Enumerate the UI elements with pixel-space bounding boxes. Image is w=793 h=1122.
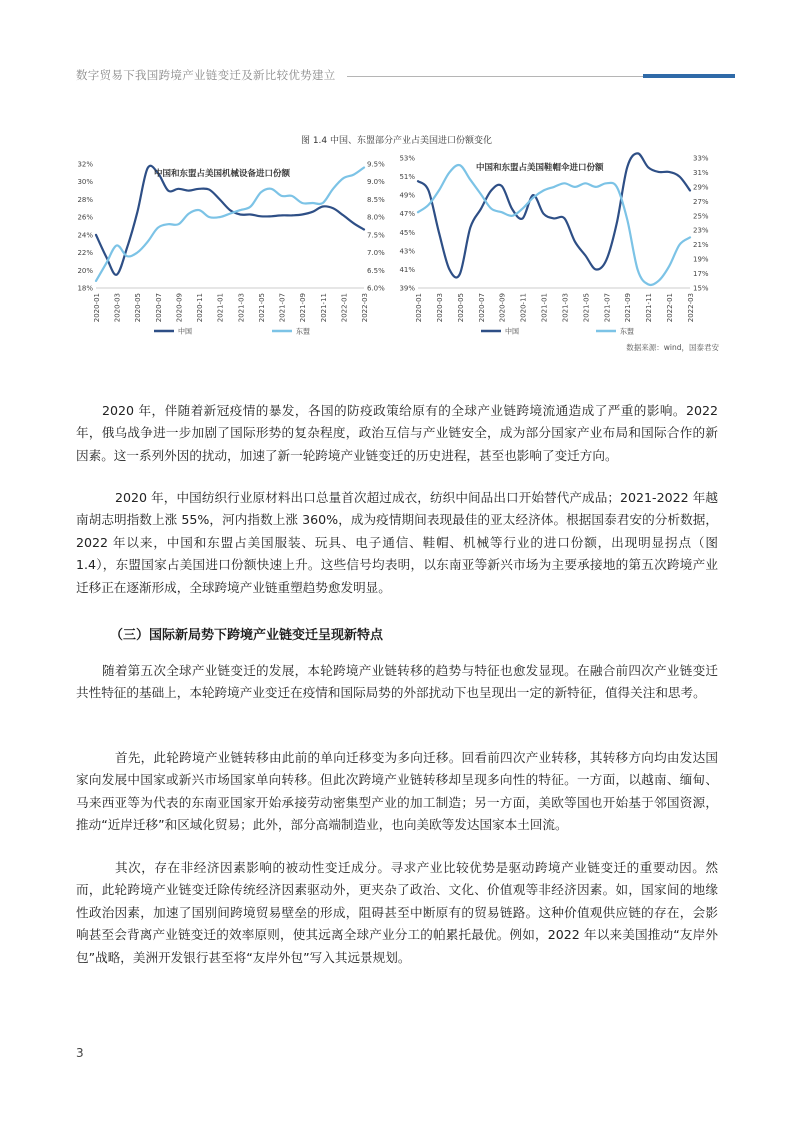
y-right-tick-label: 9.5% [367,160,385,169]
x-tick-label: 2021-01 [216,293,225,323]
machinery-share-chart [74,150,394,345]
section-heading: （三）国际新局势下跨境产业链变迁呈现新特点 [110,628,384,643]
page-number: 3 [76,1046,84,1060]
x-tick-label: 2020-11 [519,293,528,323]
y-right-tick-label: 25% [693,212,709,221]
y-right-tick-label: 23% [693,226,709,235]
x-tick-label: 2020-05 [456,293,465,323]
y-left-tick-label: 51% [399,173,415,182]
figure-source: 数据来源：wind，国泰君安 [626,343,719,352]
y-left-tick-label: 22% [77,249,93,258]
y-left-tick-label: 28% [77,195,93,204]
y-right-tick-label: 8.0% [367,213,385,222]
x-tick-label: 2020-05 [134,293,143,323]
header-title: 数字贸易下我国跨境产业链变迁及新比较优势建立 [76,68,336,82]
y-right-tick-label: 6.0% [367,284,385,293]
paragraph-5: 其次，存在非经济因素影响的被动性变迁成分。寻求产业比较优势是驱动跨境产业链变迁的重要动因。然而，此轮跨境产业链变迁除传统经济因素驱动外，更夹杂了政治、文化、价值观等非经济因素。如，国家间的地缘性政治因素，加速了国别间跨境贸易壁垒的形成，阻碍甚至中断原有的贸易链路。这种价值观供应链的存在，会影响甚至会背离产业链变迁的效率原则，使其远离全球产业分工的帕累托最优。例如，2022 年以来美国推动“友岸外包”战略，美洲开发银行甚至将“友岸外包”写入其远景规划。 [76,860,718,965]
x-tick-label: 2020-07 [477,293,486,323]
legend-label: 中国 [505,327,519,336]
y-right-tick-label: 7.5% [367,231,385,240]
series-line-china [96,166,364,275]
x-tick-label: 2020-03 [435,293,444,323]
paragraph-1: 2020 年，伴随着新冠疫情的暴发，各国的防疫政策给原有的全球产业链跨境流通造成了严重的影响。2022 年，俄乌战争进一步加剧了国际形势的复杂程度，政治互信与产业链安全，成为部分国家产业布局和国际合作的新因素。这一系列外因的扰动，加速了新一轮跨境产业链变迁的历史进程，甚至也影响了变迁方向。 [76,403,718,463]
legend-label: 中国 [178,327,192,336]
paragraph-3: 随着第五次全球产业链变迁的发展，本轮跨境产业链转移的趋势与特征也愈发显现。在融合前四次产业链变迁共性特征的基础上，本轮跨境产业变迁在疫情和国际局势的外部扰动下也呈现出一定的新特征，值得关注和思考。 [76,663,718,701]
series-line-asean [418,165,690,285]
y-left-tick-label: 49% [399,191,415,200]
chart-title: 中国和东盟占美国鞋帽伞进口份额 [476,163,604,173]
y-right-tick-label: 19% [693,255,709,264]
y-left-tick-label: 24% [77,231,93,240]
y-right-tick-label: 21% [693,241,709,250]
legend-label: 东盟 [620,327,634,336]
header-accent-bar [643,74,735,78]
x-tick-label: 2020-11 [196,293,205,323]
x-tick-label: 2020-07 [154,293,163,323]
x-tick-label: 2020-01 [415,293,423,323]
x-tick-label: 2021-01 [540,293,549,323]
y-right-tick-label: 17% [693,270,709,279]
paragraph-4: 首先，此轮跨境产业链转移由此前的单向迁移变为多向迁移。回看前四次产业转移，其转移方向均由发达国家向发展中国家或新兴市场国家单向转移。但此次跨境产业链转移却呈现多向性的特征。一方面，以越南、缅甸、马来西亚等为代表的东南亚国家开始承接劳动密集型产业的加工制造；另一方面，美欧等国也开始基于邻国资源，推动“近岸迁移”和区域化贸易；此外，部分高端制造业，也向美欧等发达国家本土回流。 [76,750,718,833]
y-right-tick-label: 8.5% [367,195,385,204]
x-tick-label: 2020-09 [498,293,507,323]
header-divider [347,76,643,77]
legend-label: 东盟 [296,327,310,336]
x-tick-label: 2022-03 [361,293,369,323]
x-tick-label: 2021-11 [319,293,328,323]
y-right-tick-label: 9.0% [367,178,385,187]
y-left-tick-label: 26% [77,213,93,222]
y-right-tick-label: 6.5% [367,266,385,275]
x-tick-label: 2021-07 [603,293,612,323]
x-tick-label: 2020-01 [93,293,101,323]
x-tick-label: 2020-03 [113,293,122,323]
y-left-tick-label: 20% [77,266,93,275]
x-tick-label: 2021-11 [645,293,654,323]
x-tick-label: 2021-05 [582,293,591,323]
chart-title: 中国和东盟占美国机械设备进口份额 [154,169,291,179]
x-tick-label: 2021-05 [257,293,266,323]
x-tick-label: 2022-01 [666,293,675,323]
x-tick-label: 2022-01 [340,293,349,323]
x-tick-label: 2022-03 [687,293,695,323]
y-right-tick-label: 31% [693,168,709,177]
y-right-tick-label: 27% [693,197,709,206]
x-tick-label: 2021-03 [237,293,246,323]
footwear-share-chart [396,150,721,345]
x-tick-label: 2021-07 [278,293,287,323]
y-left-tick-label: 43% [399,247,415,256]
y-right-tick-label: 7.0% [367,249,385,258]
y-right-tick-label: 15% [693,284,709,293]
y-left-tick-label: 47% [399,210,415,219]
x-tick-label: 2021-09 [299,293,308,323]
y-right-tick-label: 29% [693,183,709,192]
y-left-tick-label: 39% [399,284,415,293]
x-tick-label: 2021-09 [624,293,633,323]
y-right-tick-label: 33% [693,154,709,163]
x-tick-label: 2020-09 [175,293,184,323]
y-left-tick-label: 45% [399,228,415,237]
figure-caption: 图 1.4 中国、东盟部分产业占美国进口份额变化 [300,136,493,146]
series-line-asean [96,168,364,281]
y-left-tick-label: 32% [77,160,93,169]
paragraph-2: 2020 年，中国纺织行业原材料出口总量首次超过成衣，纺织中间品出口开始替代产成品；2021-2022 年越南胡志明指数上涨 55%，河内指数上涨 360%，成为疫情期间表现最佳的亚太经济体。根据国泰君安的分析数据，2022 年以来，中国和东盟占美国服装、玩具、电子通信、鞋帽、机械等行业的进口份额，出现明显拐点（图 1.4），东盟国家占美国进口份额快速上升。这些信号均表明，以东南亚等新兴市场为主要承接地的第五次跨境产业迁移正在逐渐形成，全球跨境产业链重塑趋势愈发明显。 [76,490,718,595]
y-left-tick-label: 41% [399,265,415,274]
y-left-tick-label: 18% [77,284,93,293]
y-left-tick-label: 30% [77,178,93,187]
y-left-tick-label: 53% [399,154,415,163]
x-tick-label: 2021-03 [561,293,570,323]
